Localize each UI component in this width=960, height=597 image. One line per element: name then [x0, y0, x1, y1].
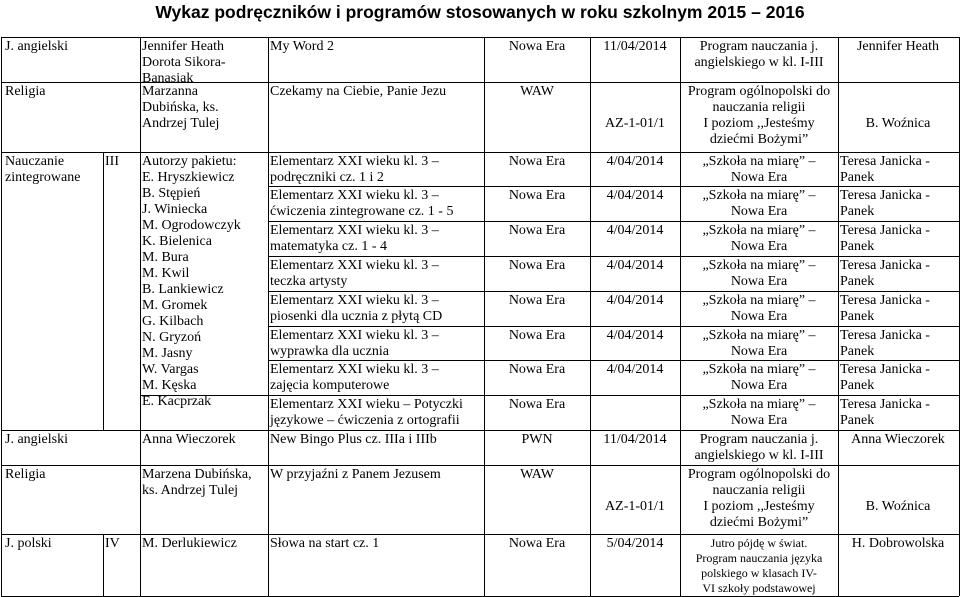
- program-author-cell: Teresa Janicka -: [840, 397, 930, 412]
- program-cell: „Szkoła na miarę” –: [702, 258, 816, 273]
- program-author-cell: B. Woźnica: [865, 499, 931, 514]
- publisher-cell: Nowa Era: [508, 223, 566, 238]
- subject-cell: J. angielski: [5, 432, 68, 447]
- program-author-cell: Panek: [840, 309, 875, 324]
- program-cell: VI szkoły podstawowej: [702, 581, 816, 595]
- program-author-cell: Panek: [840, 413, 875, 428]
- book-title-cell: Czekamy na Ciebie, Panie Jezu: [270, 84, 447, 99]
- book-title-cell: piosenki dla ucznia z płytą CD: [270, 309, 443, 324]
- subject-cell: Religia: [5, 467, 46, 482]
- program-cell: „Szkoła na miarę” –: [702, 293, 816, 308]
- approval-date-cell: 4/04/2014: [606, 223, 664, 238]
- program-cell: Nowa Era: [730, 344, 788, 359]
- program-cell: nauczania religii: [712, 483, 806, 498]
- program-author-cell: Teresa Janicka -: [840, 258, 930, 273]
- program-cell: Program nauczania języka: [695, 551, 823, 565]
- authors-cell: E. Kacprzak: [142, 394, 212, 409]
- authors-cell: B. Lankiewicz: [142, 282, 224, 297]
- program-cell: nauczania religii: [712, 100, 806, 115]
- authors-cell: N. Gryzoń: [142, 330, 202, 345]
- approval-date-cell: 4/04/2014: [606, 328, 664, 343]
- program-cell: dziećmi Bożymi”: [709, 132, 809, 147]
- book-title-cell: Elementarz XXI wieku kl. 3 –: [270, 188, 439, 203]
- book-title-cell: Słowa na start cz. 1: [270, 536, 380, 551]
- program-cell: Program nauczania j.: [699, 432, 819, 447]
- publisher-cell: WAW: [520, 467, 554, 482]
- program-cell: I poziom ,,Jesteśmy: [703, 499, 815, 514]
- program-author-cell: H. Dobrowolska: [851, 536, 945, 551]
- program-cell: „Szkoła na miarę” –: [702, 188, 816, 203]
- subject-cell: zintegrowane: [5, 170, 81, 185]
- authors-cell: M. Bura: [142, 250, 189, 265]
- subject-cell: Nauczanie: [5, 154, 65, 169]
- authors-cell: Jennifer Heath: [142, 39, 225, 54]
- approval-date-cell: 11/04/2014: [603, 39, 667, 54]
- authors-cell: G. Kilbach: [142, 314, 204, 329]
- program-author-cell: Teresa Janicka -: [840, 154, 930, 169]
- authors-cell: M. Ogrodowczyk: [142, 218, 241, 233]
- book-title-cell: ćwiczenia zintegrowane cz. 1 - 5: [270, 204, 454, 219]
- subject-cell: J. polski: [5, 536, 52, 551]
- publisher-cell: Nowa Era: [508, 397, 566, 412]
- authors-cell: Andrzej Tulej: [142, 116, 220, 131]
- book-title-cell: Elementarz XXI wieku kl. 3 –: [270, 223, 439, 238]
- program-cell: Program nauczania j.: [699, 39, 819, 54]
- program-author-cell: Panek: [840, 239, 875, 254]
- authors-cell: Banasiak: [142, 71, 194, 86]
- authors-cell: J. Winiecka: [142, 202, 208, 217]
- book-title-cell: New Bingo Plus cz. IIIa i IIIb: [270, 432, 437, 447]
- authors-cell: E. Hryszkiewicz: [142, 170, 235, 185]
- book-title-cell: zajęcia komputerowe: [270, 378, 390, 393]
- authors-cell: M. Derlukiewicz: [142, 536, 237, 551]
- authors-cell: K. Bielenica: [142, 234, 212, 249]
- book-title-cell: teczka artysty: [270, 274, 348, 289]
- authors-cell: Marzena Dubińska,: [142, 467, 252, 482]
- program-cell: „Szkoła na miarę” –: [702, 328, 816, 343]
- authors-cell: W. Vargas: [142, 362, 199, 377]
- program-cell: Nowa Era: [730, 170, 788, 185]
- approval-date-cell: 4/04/2014: [606, 154, 664, 169]
- program-cell: Program ogólnopolski do: [687, 84, 831, 99]
- approval-date-cell: 4/04/2014: [606, 188, 664, 203]
- approval-date-cell: 4/04/2014: [606, 258, 664, 273]
- book-title-cell: W przyjaźni z Panem Jezusem: [270, 467, 441, 482]
- program-cell: I poziom ,,Jesteśmy: [703, 116, 815, 131]
- program-cell: polskiego w klasach IV-: [701, 566, 817, 580]
- program-author-cell: Teresa Janicka -: [840, 362, 930, 377]
- book-title-cell: Elementarz XXI wieku kl. 3 –: [270, 258, 439, 273]
- program-cell: angielskiego w kl. I-III: [694, 448, 824, 463]
- publisher-cell: Nowa Era: [508, 188, 566, 203]
- program-author-cell: Panek: [840, 274, 875, 289]
- program-cell: „Szkoła na miarę” –: [702, 397, 816, 412]
- class-cell: III: [105, 154, 119, 169]
- program-author-cell: Jennifer Heath: [856, 39, 940, 54]
- approval-date-cell: 4/04/2014: [606, 362, 664, 377]
- publisher-cell: Nowa Era: [508, 39, 566, 54]
- program-author-cell: Panek: [840, 170, 875, 185]
- program-cell: „Szkoła na miarę” –: [702, 362, 816, 377]
- approval-date-cell: AZ-1-01/1: [605, 499, 665, 514]
- publisher-cell: Nowa Era: [508, 293, 566, 308]
- book-title-cell: Elementarz XXI wieku kl. 3 –: [270, 362, 439, 377]
- book-title-cell: matematyka cz. 1 - 4: [270, 239, 388, 254]
- authors-cell: ks. Andrzej Tulej: [142, 483, 239, 498]
- authors-cell: B. Stępień: [142, 186, 201, 201]
- publisher-cell: Nowa Era: [508, 258, 566, 273]
- authors-cell: M. Gromek: [142, 298, 208, 313]
- page-title: Wykaz podręczników i programów stosowanych w roku szkolnym 2015 – 2016: [155, 2, 805, 22]
- approval-date-cell: AZ-1-01/1: [605, 116, 665, 131]
- publisher-cell: Nowa Era: [508, 362, 566, 377]
- approval-date-cell: 11/04/2014: [603, 432, 667, 447]
- program-cell: „Szkoła na miarę” –: [702, 154, 816, 169]
- program-author-cell: Panek: [840, 378, 875, 393]
- authors-cell: Marzanna: [142, 84, 198, 99]
- publisher-cell: Nowa Era: [508, 154, 566, 169]
- program-cell: Nowa Era: [730, 413, 788, 428]
- subject-cell: J. angielski: [5, 39, 68, 54]
- authors-cell: M. Kęska: [142, 378, 197, 393]
- program-cell: Nowa Era: [730, 274, 788, 289]
- program-author-cell: B. Woźnica: [865, 116, 931, 131]
- book-title-cell: językowe – ćwiczenia z ortografii: [270, 413, 460, 428]
- program-cell: dziećmi Bożymi”: [709, 515, 809, 530]
- book-title-cell: My Word 2: [270, 39, 334, 54]
- approval-date-cell: 5/04/2014: [606, 536, 664, 551]
- authors-cell: Dorota Sikora-: [142, 55, 226, 70]
- program-author-cell: Teresa Janicka -: [840, 188, 930, 203]
- publisher-cell: PWN: [521, 432, 553, 447]
- authors-cell: Anna Wieczorek: [142, 432, 236, 447]
- program-cell: angielskiego w kl. I-III: [694, 55, 824, 70]
- book-title-cell: Elementarz XXI wieku kl. 3 –: [270, 328, 439, 343]
- program-cell: Jutro pójdę w świat.: [710, 536, 808, 550]
- program-author-cell: Teresa Janicka -: [840, 293, 930, 308]
- authors-cell: Autorzy pakietu:: [142, 154, 237, 169]
- approval-date-cell: 4/04/2014: [606, 293, 664, 308]
- publisher-cell: Nowa Era: [508, 536, 566, 551]
- program-author-cell: Panek: [840, 344, 875, 359]
- program-cell: Nowa Era: [730, 204, 788, 219]
- book-title-cell: wyprawka dla ucznia: [270, 344, 389, 359]
- book-title-cell: Elementarz XXI wieku kl. 3 –: [270, 293, 439, 308]
- authors-cell: Dubińska, ks.: [142, 100, 219, 115]
- program-author-cell: Anna Wieczorek: [851, 432, 945, 447]
- publisher-cell: Nowa Era: [508, 328, 566, 343]
- publisher-cell: WAW: [520, 84, 554, 99]
- program-cell: Program ogólnopolski do: [687, 467, 831, 482]
- program-author-cell: Panek: [840, 204, 875, 219]
- program-author-cell: Teresa Janicka -: [840, 328, 930, 343]
- program-cell: „Szkoła na miarę” –: [702, 223, 816, 238]
- book-title-cell: Elementarz XXI wieku – Potyczki: [270, 397, 463, 412]
- class-cell: IV: [105, 536, 120, 551]
- authors-cell: M. Jasny: [142, 346, 193, 361]
- program-cell: Nowa Era: [730, 239, 788, 254]
- book-title-cell: podręczniki cz. 1 i 2: [270, 170, 384, 185]
- book-title-cell: Elementarz XXI wieku kl. 3 –: [270, 154, 439, 169]
- program-author-cell: Teresa Janicka -: [840, 223, 930, 238]
- authors-cell: M. Kwil: [142, 266, 190, 281]
- subject-cell: Religia: [5, 84, 46, 99]
- program-cell: Nowa Era: [730, 378, 788, 393]
- program-cell: Nowa Era: [730, 309, 788, 324]
